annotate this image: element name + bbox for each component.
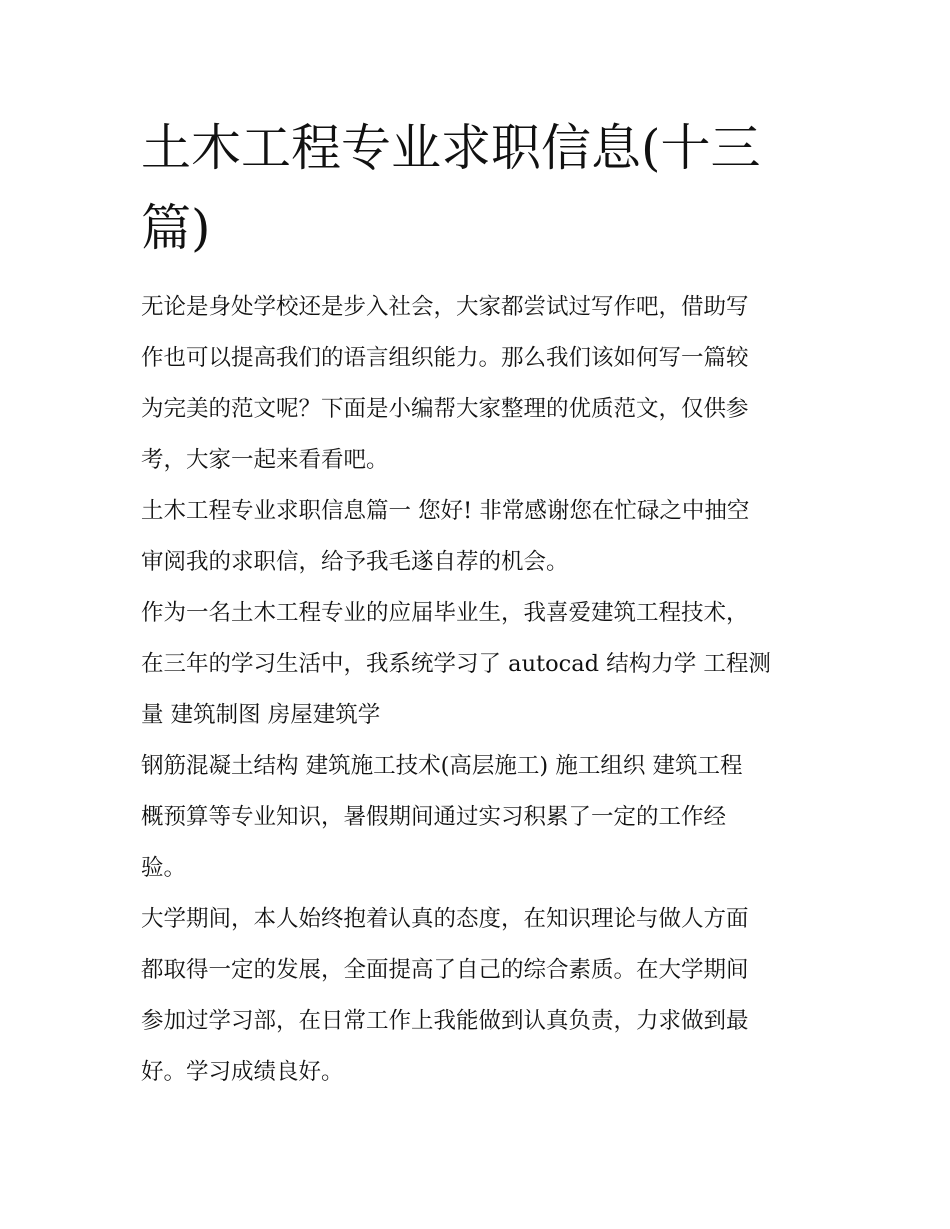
paragraph-background [141,588,813,741]
text-line: 审阅我的求职信，给予我毛遂自荐的机会。 [141,549,569,575]
paragraph-intro [141,282,813,486]
text-line: 都取得一定的发展，全面提高了自己的综合素质。在大学期间 [141,957,749,983]
text-line: 钢筋混凝土结构 建筑施工技术(高层施工) 施工组织 建筑工程 [141,753,743,779]
text-line: 大学期间，本人始终抱着认真的态度，在知识理论与做人方面 [141,906,749,932]
text-line: 好。学习成绩良好。 [141,1059,344,1085]
paragraph-courses [141,741,813,894]
text-line: 概预算等专业知识，暑假期间通过实习积累了一定的工作经 [141,804,727,830]
text-line: 参加过学习部，在日常工作上我能做到认真负责，力求做到最 [141,1008,749,1034]
text-line: 土木工程专业求职信息篇一 您好! 非常感谢您在忙碌之中抽空 [141,498,750,524]
document-title [141,108,813,268]
text-line: 在三年的学习生活中，我系统学习了 autocad 结构力学 工程测 [141,651,771,677]
paragraph-greeting [141,486,813,588]
text-line: 为完美的范文呢？下面是小编帮大家整理的优质范文，仅供参 [141,396,749,422]
title-line: 土木工程专业求职信息(十三 [141,119,761,177]
paragraph-university [141,894,813,1098]
text-line: 作为一名土木工程专业的应届毕业生，我喜爱建筑工程技术， [141,600,749,626]
text-line: 验。 [141,855,187,881]
text-line: 无论是身处学校还是步入社会，大家都尝试过写作吧，借助写 [141,294,749,320]
document-body [141,108,813,1098]
title-line: 篇) [141,199,211,257]
text-line: 考，大家一起来看看吧。 [141,447,389,473]
text-line: 量 建筑制图 房屋建筑学 [141,702,381,728]
text-line: 作也可以提高我们的语言组织能力。那么我们该如何写一篇较 [141,345,749,371]
